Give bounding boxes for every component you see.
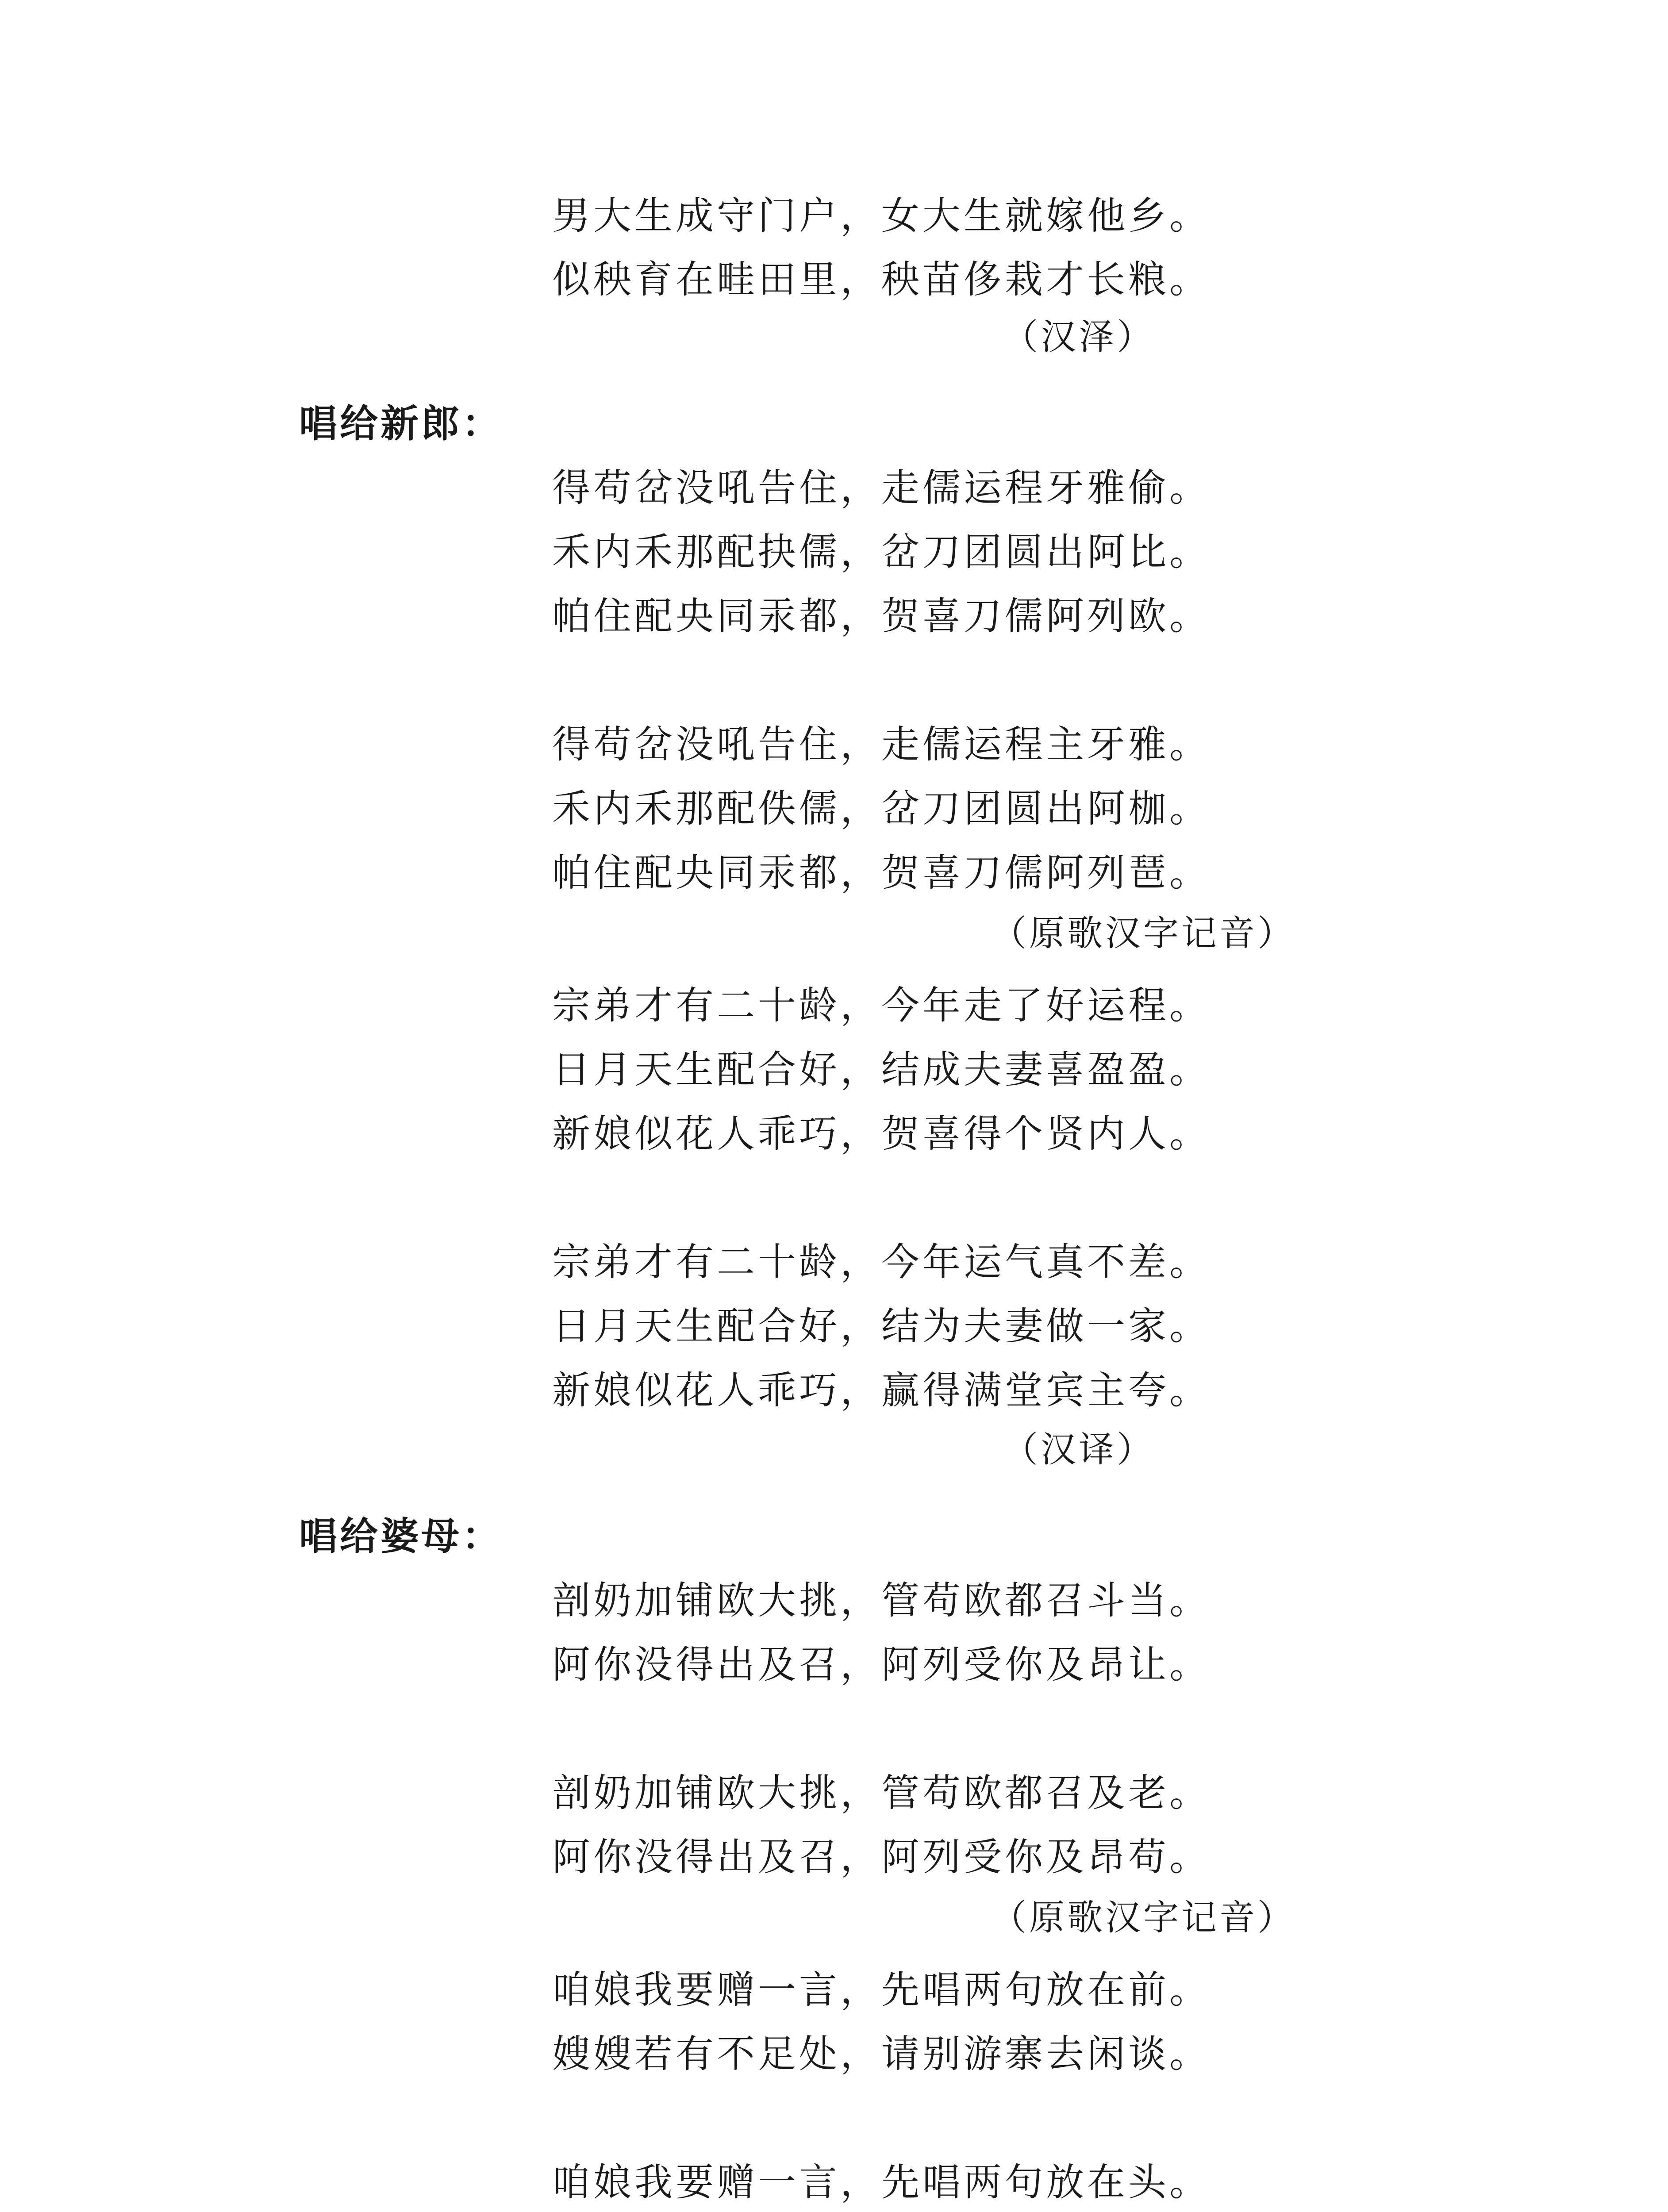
section-heading-groom: 唱给新郎： (299, 401, 503, 446)
verse-line: 禾内禾那配佚儒，岔刀团圆出阿枷。 (552, 787, 1211, 831)
verse-line: 帕住配央同汞都，贺喜刀儒阿列欧。 (552, 594, 1211, 638)
verse-line: 宗弟才有二十龄，今年运气真不差。 (552, 1240, 1211, 1284)
verse-line: 男大生成守门户，女大生就嫁他乡。 (552, 194, 1211, 238)
verse-line: 嫂嫂若有不足处，请别游寨去闲谈。 (552, 2032, 1211, 2076)
verse-line: 得苟岔没吼告住，走儒运程主牙雅。 (552, 722, 1211, 767)
translation-note: （汉泽） (1003, 316, 1155, 357)
verse-line: 剖奶加铺欧大挑，管苟欧都召斗当。 (552, 1578, 1211, 1623)
verse-line: 宗弟才有二十龄，今年走了好运程。 (552, 983, 1211, 1028)
translation-note: （汉译） (1003, 1429, 1155, 1470)
verse-line: 咱娘我要赠一言，先唱两句放在前。 (552, 1968, 1211, 2012)
verse-line: 新娘似花人乖巧，赢得满堂宾主夸。 (552, 1368, 1211, 1413)
original-note: （原歌汉字记音） (991, 913, 1295, 954)
verse-line: 新娘似花人乖巧，贺喜得个贤内人。 (552, 1112, 1211, 1156)
verse-line: 阿你没得出及召，阿列受你及昂苟。 (552, 1835, 1211, 1879)
verse-line: 似秧育在畦田里，秧苗侈栽才长粮。 (552, 257, 1211, 302)
verse-line: 禾内禾那配抉儒，岔刀团圆出阿比。 (552, 530, 1211, 574)
verse-line: 阿你没得出及召，阿列受你及昂让。 (552, 1643, 1211, 1687)
original-note: （原歌汉字记音） (991, 1897, 1295, 1938)
verse-line: 咱娘我要赠一言，先唱两句放在头。 (552, 2160, 1211, 2204)
verse-line: 帕住配央同汞都，贺喜刀儒阿列琶。 (552, 851, 1211, 895)
verse-line: 日月天生配合好，结为夫妻做一家。 (552, 1304, 1211, 1348)
section-heading-mother: 唱给婆母： (299, 1514, 503, 1559)
verse-line: 日月天生配合好，结成夫妻喜盈盈。 (552, 1048, 1211, 1092)
verse-line: 剖奶加铺欧大挑，管苟欧都召及老。 (552, 1771, 1211, 1815)
verse-line: 得苟岔没吼告住，走儒运程牙雅偷。 (552, 466, 1211, 510)
